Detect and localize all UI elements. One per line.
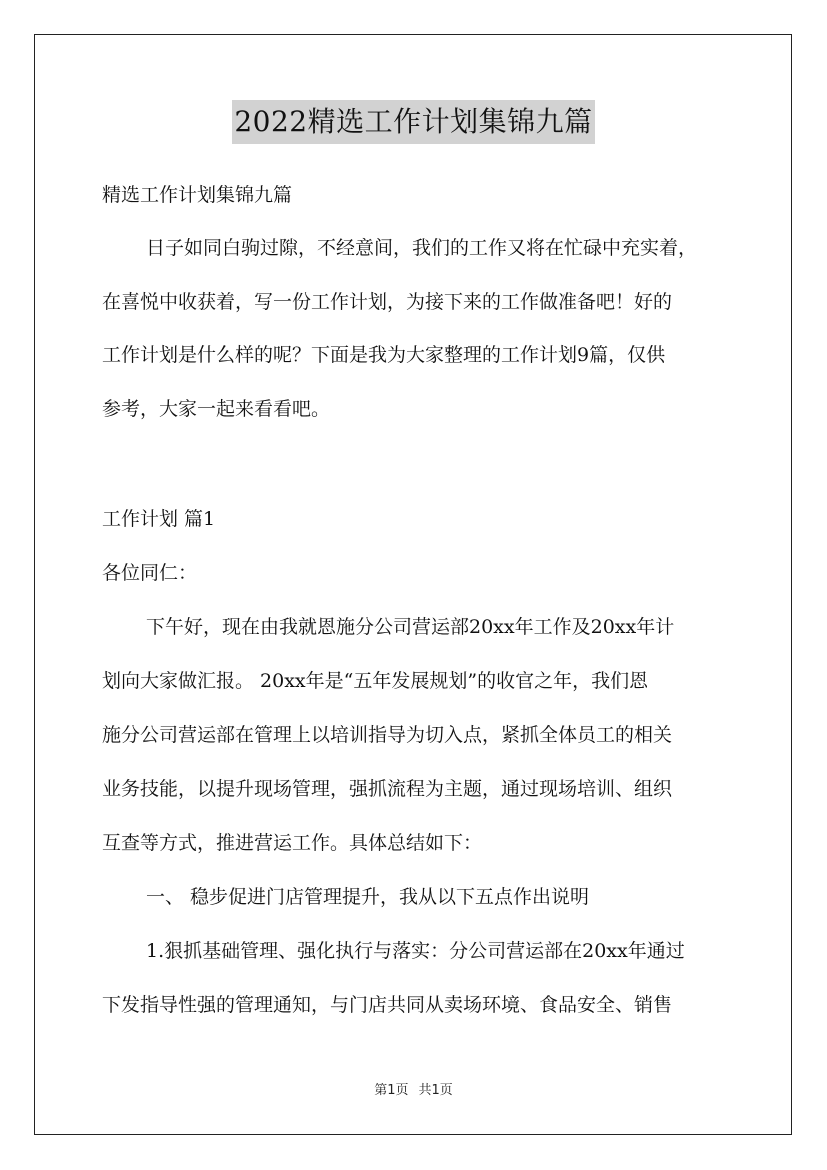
body-line-5: 互查等方式，推进营运工作。具体总结如下： — [102, 832, 483, 854]
document-subtitle: 精选工作计划集锦九篇 — [102, 184, 293, 206]
point-line-1: 1.狠抓基础管理、强化执行与落实：分公司营运部在20xx年通过 — [146, 940, 685, 962]
intro-line-3: 工作计划是什么样的呢？下面是我为大家整理的工作计划9篇，仅供 — [102, 344, 666, 366]
point-line-2: 下发指导性强的管理通知，与门店共同从卖场环境、食品安全、销售 — [102, 994, 673, 1016]
page-footer — [0, 1082, 827, 1100]
body-line-2: 划向大家做汇报。 20xx年是“五年发展规划”的收官之年，我们恩 — [102, 670, 649, 692]
intro-line-4: 参考，大家一起来看看吧。 — [102, 398, 331, 420]
page-total-label: 共1页 — [418, 1083, 453, 1098]
body-line-3: 施分公司营运部在管理上以培训指导为切入点，紧抓全体员工的相关 — [102, 724, 673, 746]
page-number-label: 第1页 — [374, 1083, 409, 1098]
body-line-4: 业务技能，以提升现场管理，强抓流程为主题，通过现场培训、组织 — [102, 778, 673, 800]
intro-line-2: 在喜悦中收获着，写一份工作计划，为接下来的工作做准备吧！好的 — [102, 291, 673, 313]
title-container — [0, 100, 827, 144]
body-line-1: 下午好，现在由我就恩施分公司营运部20xx年工作及20xx年计 — [146, 616, 675, 638]
greeting: 各位同仁： — [102, 562, 198, 584]
document-title: 2022精选工作计划集锦九篇 — [232, 100, 594, 144]
intro-line-1: 日子如同白驹过隙，不经意间，我们的工作又将在忙碌中充实着， — [146, 237, 698, 259]
point-heading: 一、 稳步促进门店管理提升，我从以下五点作出说明 — [146, 886, 590, 908]
section-heading: 工作计划 篇1 — [102, 508, 216, 530]
